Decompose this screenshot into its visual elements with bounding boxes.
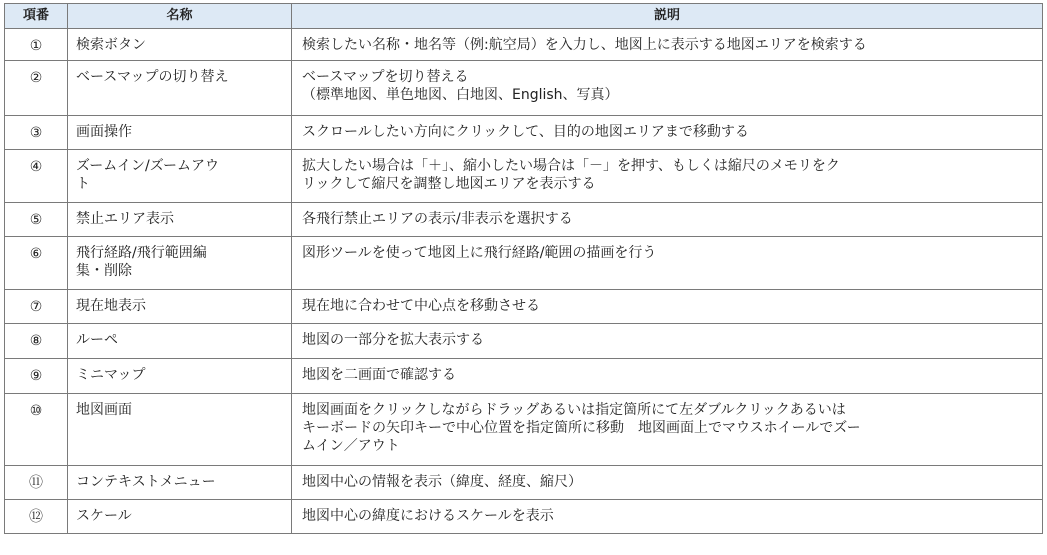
row-desc	[292, 116, 1043, 150]
table-row	[5, 116, 1043, 150]
row-num: ⑪	[5, 466, 68, 500]
name-line: コンテキストメニュー	[76, 474, 216, 490]
desc-line: 地図の一部分を拡大表示する	[302, 332, 484, 348]
desc-line: スクロールしたい方向にクリックして、目的の地図エリアまで移動する	[302, 124, 749, 140]
table-row	[5, 61, 1043, 116]
table-body	[5, 29, 1043, 534]
row-desc	[292, 237, 1043, 290]
table-row	[5, 29, 1043, 61]
feature-table-container	[4, 3, 1042, 534]
row-num: ⑦	[5, 290, 68, 324]
header-num: 項番	[5, 4, 68, 29]
row-desc	[292, 466, 1043, 500]
table-row	[5, 150, 1043, 203]
name-line: 現在地表示	[76, 298, 146, 314]
desc-line: キーボードの矢印キーで中心位置を指定箇所に移動 地図画面上でマウスホイールでズー	[302, 420, 861, 436]
desc-line: 地図中心の情報を表示（緯度、経度、縮尺）	[302, 474, 582, 490]
name-line: ルーペ	[76, 332, 118, 348]
row-name	[68, 394, 292, 466]
desc-line: リックして縮尺を調整し地図エリアを表示する	[302, 176, 596, 192]
table-header-row	[5, 4, 1043, 29]
table-row	[5, 359, 1043, 394]
desc-line: （標準地図、単色地図、白地図、English、写真）	[302, 87, 619, 103]
row-desc	[292, 394, 1043, 466]
row-desc	[292, 290, 1043, 324]
row-num: ⑥	[5, 237, 68, 290]
row-num: ③	[5, 116, 68, 150]
row-desc	[292, 359, 1043, 394]
header-desc: 説明	[292, 4, 1043, 29]
table-row	[5, 466, 1043, 500]
row-name	[68, 61, 292, 116]
header-name: 名称	[68, 4, 292, 29]
row-desc	[292, 61, 1043, 116]
desc-line: ムイン／アウト	[302, 438, 400, 454]
desc-line: 地図を二画面で確認する	[302, 367, 456, 383]
desc-line: ベースマップを切り替える	[302, 69, 469, 85]
name-line: 検索ボタン	[76, 37, 146, 53]
row-desc	[292, 203, 1043, 237]
row-num: ⑫	[5, 500, 68, 534]
table-row	[5, 237, 1043, 290]
row-name	[68, 150, 292, 203]
desc-line: 現在地に合わせて中心点を移動させる	[302, 298, 540, 314]
row-desc	[292, 150, 1043, 203]
table-row	[5, 203, 1043, 237]
table-row	[5, 394, 1043, 466]
name-line: ベースマップの切り替え	[76, 69, 229, 85]
row-num: ②	[5, 61, 68, 116]
name-line: ト	[76, 176, 90, 192]
row-desc	[292, 29, 1043, 61]
row-num: ④	[5, 150, 68, 203]
row-name	[68, 324, 292, 359]
desc-line: 拡大したい場合は「＋」、縮小したい場合は「－」を押す、もしくは縮尺のメモリをク	[302, 158, 840, 174]
table-row	[5, 500, 1043, 534]
table-row	[5, 324, 1043, 359]
row-name	[68, 116, 292, 150]
desc-line: 地図中心の緯度におけるスケールを表示	[302, 508, 554, 524]
row-num: ⑤	[5, 203, 68, 237]
row-name	[68, 359, 292, 394]
desc-line: 図形ツールを使って地図上に飛行経路/範囲の描画を行う	[302, 245, 657, 261]
name-line: ズームイン/ズームアウ	[76, 158, 220, 174]
table-row	[5, 290, 1043, 324]
row-num: ⑨	[5, 359, 68, 394]
row-num: ⑧	[5, 324, 68, 359]
row-name	[68, 203, 292, 237]
row-num: ⑩	[5, 394, 68, 466]
row-name	[68, 500, 292, 534]
name-line: 集・削除	[76, 263, 132, 279]
desc-line: 地図画面をクリックしながらドラッグあるいは指定箇所にて左ダブルクリックあるいは	[302, 402, 846, 418]
name-line: 地図画面	[76, 402, 132, 418]
name-line: 禁止エリア表示	[76, 211, 174, 227]
feature-table	[4, 3, 1043, 534]
name-line: 画面操作	[76, 124, 132, 140]
row-desc	[292, 324, 1043, 359]
row-name	[68, 29, 292, 61]
name-line: ミニマップ	[76, 367, 146, 383]
name-line: スケール	[76, 508, 132, 524]
name-line: 飛行経路/飛行範囲編	[76, 245, 207, 261]
row-name	[68, 237, 292, 290]
row-num: ①	[5, 29, 68, 61]
desc-line: 各飛行禁止エリアの表示/非表示を選択する	[302, 211, 573, 227]
row-name	[68, 466, 292, 500]
row-desc	[292, 500, 1043, 534]
row-name	[68, 290, 292, 324]
desc-line: 検索したい名称・地名等（例:航空局）を入力し、地図上に表示する地図エリアを検索する	[302, 37, 867, 53]
